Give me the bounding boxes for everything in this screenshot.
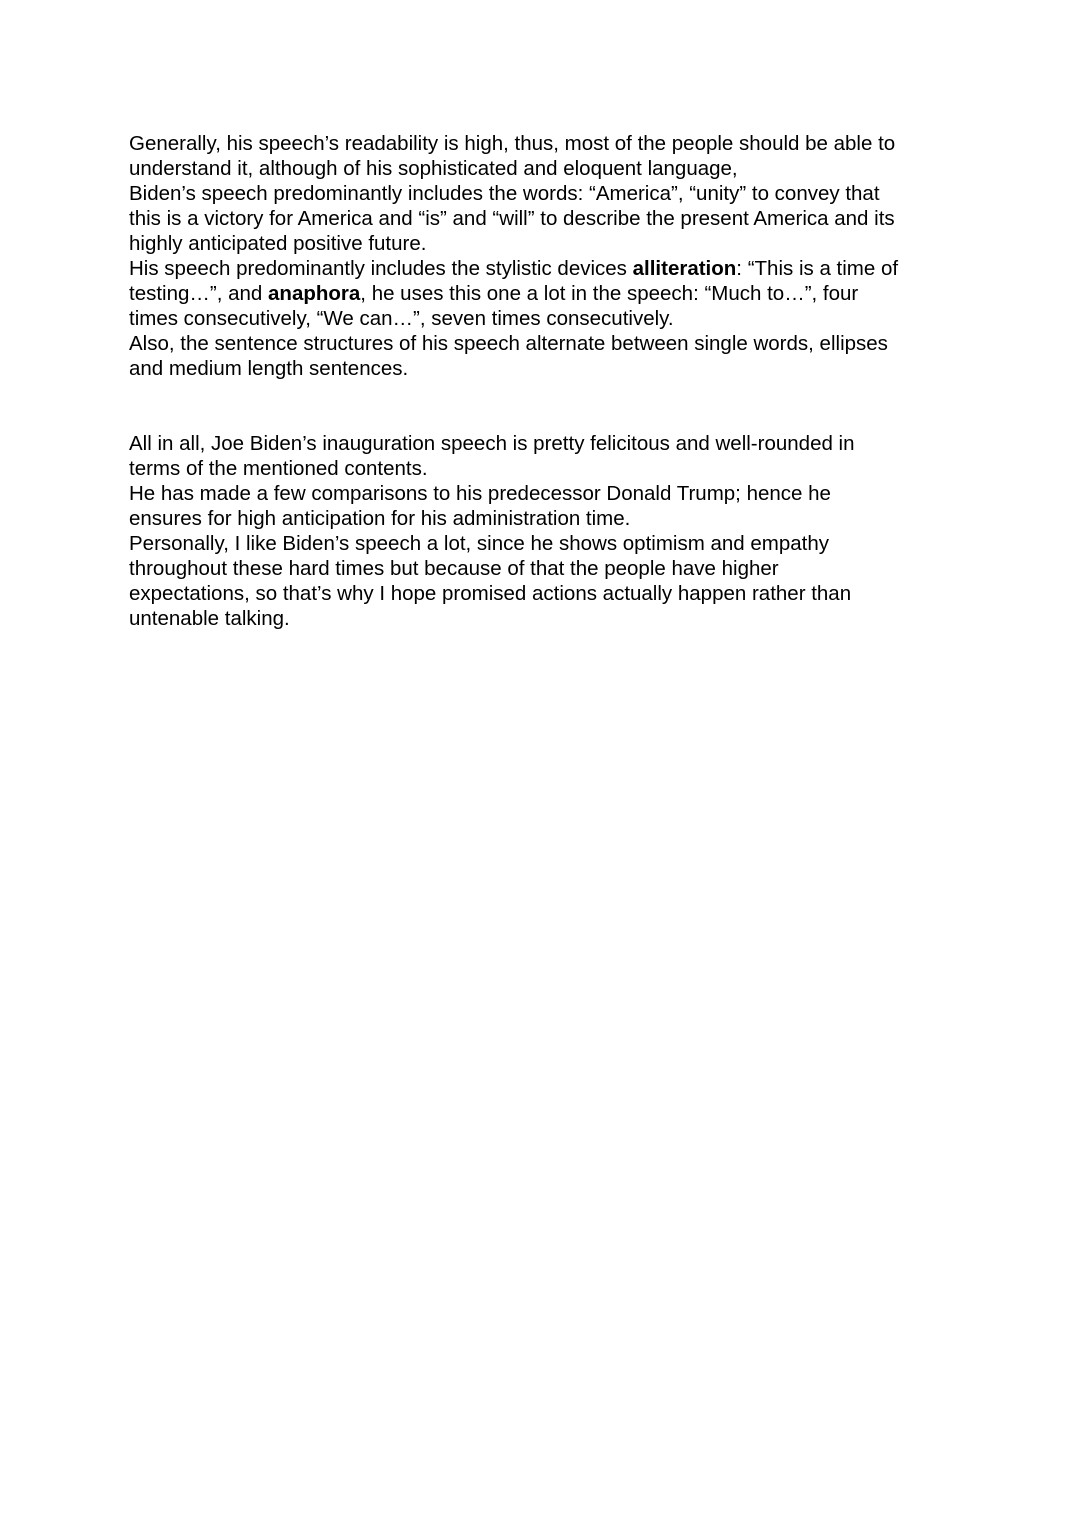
text-line: untenable talking. [129,607,290,630]
text-run: : “This is a time of [736,257,899,280]
text-line: this is a victory for America and “is” and “will” to describe the present America and its [129,207,895,230]
text-run: testing…”, and [129,282,269,305]
text-line [129,281,959,306]
bold-term-alliteration: alliteration [632,257,737,280]
text-line: Also, the sentence structures of his speech alternate between single words, ellipses [129,332,888,355]
text-line: Personally, I like Biden’s speech a lot, since he shows optimism and empathy [129,532,830,555]
text-line: and medium length sentences. [129,357,409,380]
text-line [129,256,959,281]
text-run: His speech predominantly includes the stylistic devices [129,257,633,280]
text-line: All in all, Joe Biden’s inauguration speech is pretty felicitous and well-rounded in [129,432,855,455]
analysis-paragraph [129,131,959,381]
text-line: throughout these hard times but because of that the people have higher [129,557,779,580]
text-line: times consecutively, “We can…”, seven times consecutively. [129,307,674,330]
text-line: Biden’s speech predominantly includes the words: “America”, “unity” to convey that [129,182,880,205]
text-line: He has made a few comparisons to his predecessor Donald Trump; hence he [129,482,831,505]
text-line: understand it, although of his sophisticated and eloquent language, [129,157,738,180]
text-line: ensures for high anticipation for his administration time. [129,507,631,530]
text-run: , he uses this one a lot in the speech: “Much to…”, four [360,282,859,305]
conclusion-paragraph [129,431,959,631]
text-line: highly anticipated positive future. [129,232,427,255]
text-line: terms of the mentioned contents. [129,457,428,480]
text-line: Generally, his speech’s readability is high, thus, most of the people should be able to [129,132,896,155]
text-line: expectations, so that’s why I hope promised actions actually happen rather than [129,582,852,605]
bold-term-anaphora: anaphora [268,282,361,305]
